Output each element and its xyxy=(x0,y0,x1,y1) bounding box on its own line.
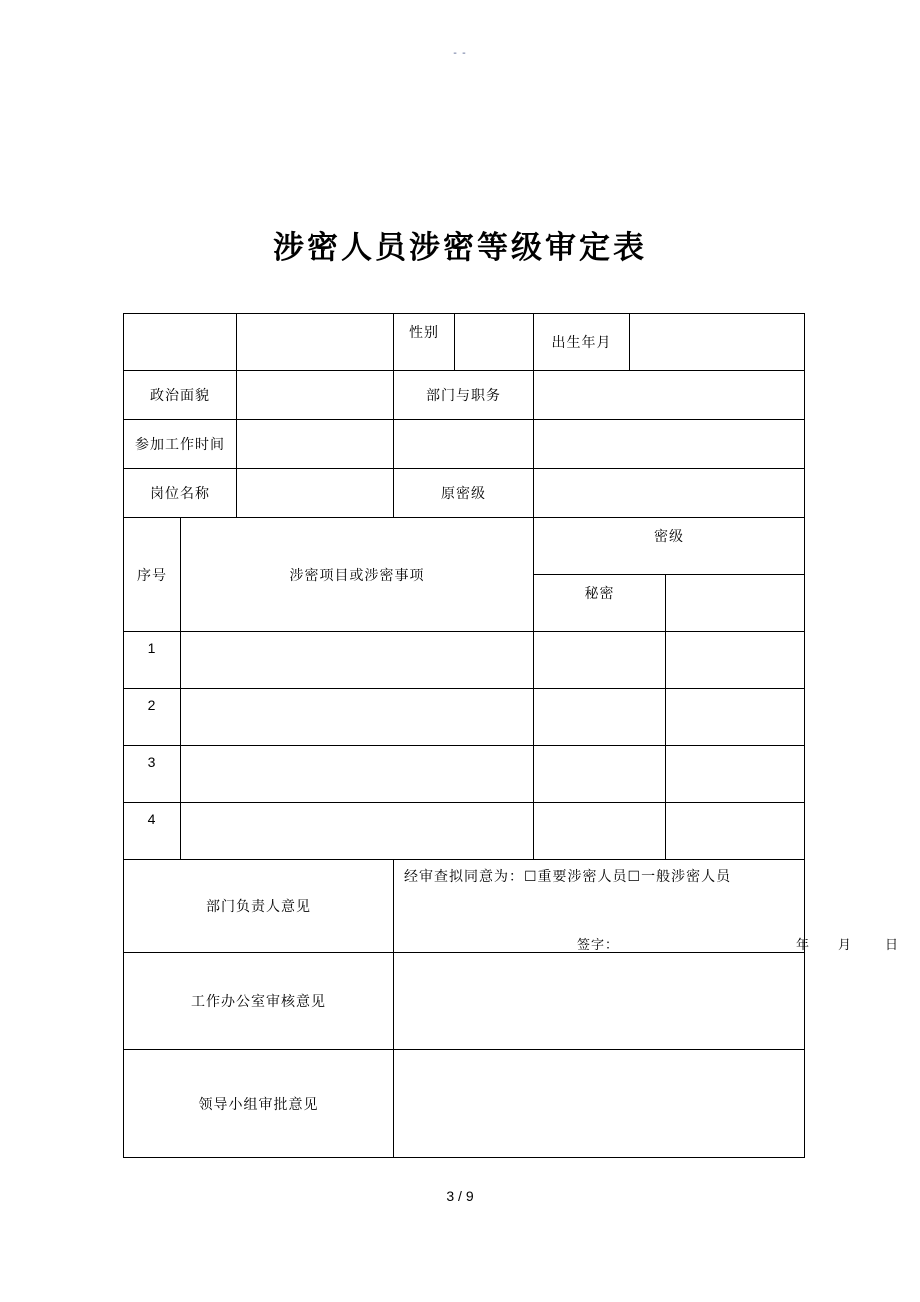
row-number: 1 xyxy=(124,632,181,689)
name-label-cell xyxy=(124,314,237,371)
signature-row xyxy=(394,934,900,956)
office-opinion-cell[interactable] xyxy=(394,953,805,1050)
row-basic-4 xyxy=(124,469,805,518)
row-leader-opinion xyxy=(124,1050,805,1158)
row-basic-1 xyxy=(124,314,805,371)
item-cell[interactable] xyxy=(181,689,534,746)
office-opinion-label: 工作办公室审核意见 xyxy=(124,953,394,1050)
dept-opinion-label: 部门负责人意见 xyxy=(124,860,394,953)
items-header: 涉密项目或涉密事项 xyxy=(181,518,534,632)
blank-value-cell[interactable] xyxy=(534,420,805,469)
secret-header: 秘密 xyxy=(534,575,666,632)
table-row xyxy=(124,746,805,803)
row-number: 3 xyxy=(124,746,181,803)
gender-label: 性别 xyxy=(394,314,455,371)
table-row xyxy=(124,632,805,689)
dept-opinion-text: 经审查拟同意为：☐重要涉密人员☐一般涉密人员 xyxy=(404,869,732,885)
row-dept-opinion xyxy=(124,860,805,953)
item-cell[interactable] xyxy=(181,803,534,860)
item-cell[interactable] xyxy=(181,746,534,803)
secret-cell[interactable] xyxy=(534,746,666,803)
other-level-cell[interactable] xyxy=(666,632,805,689)
leader-opinion-cell[interactable] xyxy=(394,1050,805,1158)
dept-position-label: 部门与职务 xyxy=(394,371,534,420)
seq-header: 序号 xyxy=(124,518,181,632)
other-level-cell[interactable] xyxy=(666,689,805,746)
row-basic-3 xyxy=(124,420,805,469)
leader-opinion-label: 领导小组审批意见 xyxy=(124,1050,394,1158)
political-value-cell[interactable] xyxy=(237,371,394,420)
birth-label: 出生年月 xyxy=(534,314,630,371)
classification-form xyxy=(123,313,900,1158)
post-name-label: 岗位名称 xyxy=(124,469,237,518)
blank-label-cell xyxy=(394,420,534,469)
table-row xyxy=(124,689,805,746)
row-number: 2 xyxy=(124,689,181,746)
day-label: 日 xyxy=(885,938,900,953)
work-start-value-cell[interactable] xyxy=(237,420,394,469)
page-number: 3 / 9 xyxy=(446,1188,474,1204)
year-label: 年 xyxy=(796,938,811,953)
month-label: 月 xyxy=(838,938,853,953)
level-blank-header xyxy=(666,575,805,632)
row-items-header-1 xyxy=(124,518,805,575)
form-title: 涉密人员涉密等级审定表 xyxy=(273,230,647,266)
signature-label: 签字： xyxy=(577,938,620,953)
dept-position-value-cell[interactable] xyxy=(534,371,805,420)
row-office-opinion xyxy=(124,953,805,1050)
level-header: 密级 xyxy=(534,518,805,575)
political-label: 政治面貌 xyxy=(124,371,237,420)
row-basic-2 xyxy=(124,371,805,420)
other-level-cell[interactable] xyxy=(666,803,805,860)
gender-value-cell[interactable] xyxy=(455,314,534,371)
table-row xyxy=(124,803,805,860)
dept-opinion-cell[interactable] xyxy=(394,860,900,953)
item-cell[interactable] xyxy=(181,632,534,689)
secret-cell[interactable] xyxy=(534,803,666,860)
name-value-cell[interactable] xyxy=(237,314,394,371)
work-start-label: 参加工作时间 xyxy=(124,420,237,469)
post-name-value-cell[interactable] xyxy=(237,469,394,518)
original-level-value-cell[interactable] xyxy=(534,469,805,518)
original-level-label: 原密级 xyxy=(394,469,534,518)
birth-value-cell[interactable] xyxy=(630,314,805,371)
row-number: 4 xyxy=(124,803,181,860)
other-level-cell[interactable] xyxy=(666,746,805,803)
secret-cell[interactable] xyxy=(534,689,666,746)
secret-cell[interactable] xyxy=(534,632,666,689)
header-mark: - - xyxy=(453,48,467,59)
